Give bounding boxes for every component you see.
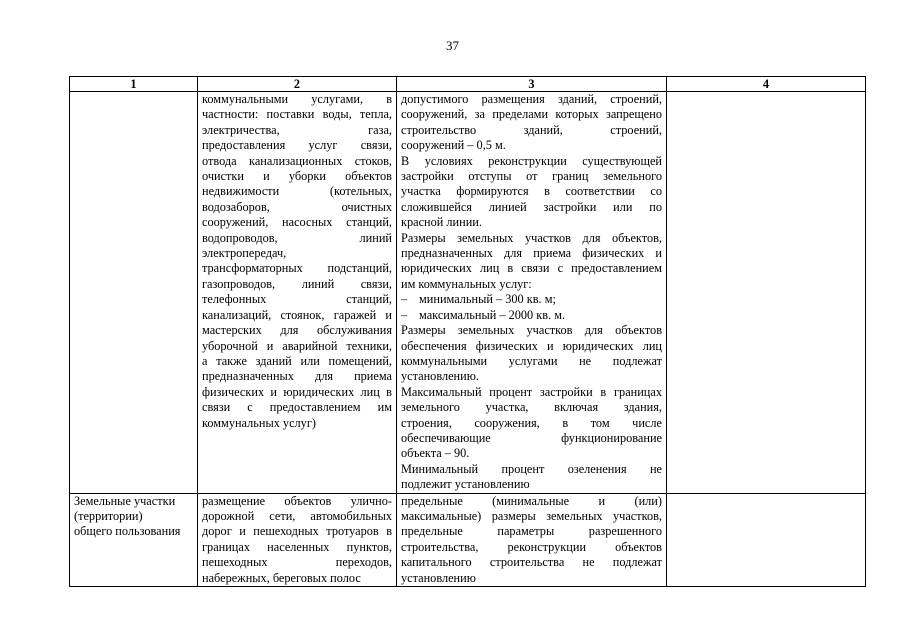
table-row — [70, 92, 866, 494]
text-line: телефонных станций, — [202, 292, 392, 307]
text-line: допустимого размещения зданий, строений, — [401, 92, 662, 106]
text-line: размещение объектов улично- — [202, 493, 392, 508]
text-line: газопроводов, линий связи, — [202, 276, 392, 291]
text-line: обеспечения физических и юридических лиц — [401, 338, 662, 353]
text-line: сложившейся линией застройки или по — [401, 199, 662, 214]
text-line: строительство зданий, строений, — [401, 122, 662, 137]
text-line: максимальные) размеры земельных участков, — [401, 508, 662, 523]
text-line: связи с предоставлением им — [202, 400, 392, 415]
text-line: объекта – 90. — [401, 446, 470, 461]
paragraph — [401, 154, 662, 231]
text-line: предельные (минимальные и (или) — [401, 493, 662, 508]
text-line: пешеходных переходов, — [202, 555, 392, 570]
text-line: уборочной и аварийной техники, — [202, 338, 392, 353]
paragraph — [401, 92, 662, 154]
text-line: канализаций, стоянок, гаражей и — [202, 307, 392, 322]
text-line: сооружений, за пределами которых запрещено — [401, 107, 662, 122]
row1-parameters-cell — [397, 92, 667, 494]
row1-zone-cell — [70, 92, 198, 494]
table-row — [70, 493, 866, 586]
text-line: физических и юридических лиц в — [202, 384, 392, 399]
paragraph — [401, 385, 662, 462]
dash-item-text: минимальный – 300 кв. м; — [419, 292, 556, 307]
dash-list-item — [401, 308, 662, 323]
text-line: мастерских для обслуживания — [202, 323, 392, 338]
text-line: дорожной сети, автомобильных — [202, 508, 392, 523]
text-line: частности: поставки воды, тепла, — [202, 107, 392, 122]
text-line: электричества, газа, — [202, 122, 392, 137]
text-line: а также зданий или помещений, — [202, 353, 392, 368]
text-line: им коммунальных услуг: — [401, 276, 532, 291]
text-line: установлению. — [401, 369, 479, 384]
row1-notes-cell — [667, 92, 866, 494]
text-line: недвижимости (котельных, — [202, 184, 392, 199]
paragraph — [401, 323, 662, 385]
text-line: общего пользования — [74, 524, 181, 539]
text-line: предельные параметры разрешенного — [401, 524, 662, 539]
table-header-row — [70, 77, 866, 92]
text-line: установлению — [401, 570, 476, 585]
text-line: дорог и пешеходных тротуаров в — [202, 524, 392, 539]
text-line: сооружений – 0,5 м. — [401, 138, 506, 153]
text-line: Минимальный процент озеленения не — [401, 461, 662, 476]
text-line: границах населенных пунктов, — [202, 539, 392, 554]
column-header-1: 1 — [70, 77, 198, 92]
text-line: строительства, реконструкции объектов — [401, 539, 662, 554]
text-line: обеспечивающие функционирование — [401, 430, 662, 445]
text-line: красной линии. — [401, 215, 482, 230]
text-line: капитального строительства не подлежат — [401, 555, 662, 570]
text-line: предназначенных для приема физических и — [401, 246, 662, 261]
text-line: сооружений, насосных станций, — [202, 215, 392, 230]
row2-notes-cell — [667, 493, 866, 586]
row2-parameters-cell — [397, 493, 667, 586]
dash-bullet: – — [401, 292, 408, 307]
dash-item-text: максимальный – 2000 кв. м. — [419, 307, 566, 322]
text-line: водозаборов, очистных — [202, 199, 392, 214]
dash-list-item — [401, 292, 662, 307]
text-line: очистки и уборки объектов — [202, 169, 392, 184]
column-header-4: 4 — [667, 77, 866, 92]
row1-permitted-use-cell — [198, 92, 397, 494]
paragraph — [401, 292, 662, 323]
column-header-2: 2 — [198, 77, 397, 92]
text-line: подлежит установлению — [401, 477, 530, 492]
text-line: юридических лиц в связи с предоставлением — [401, 261, 662, 276]
dash-bullet: – — [401, 307, 408, 322]
text-line: земельного участка, включая здания, — [401, 400, 662, 415]
text-line: коммунальными услугами не подлежат — [401, 353, 662, 368]
text-line: строения, сооружения, в том числе — [401, 415, 662, 430]
text-line: Земельные участки — [74, 493, 176, 508]
text-line: набережных, береговых полос — [202, 570, 361, 585]
row2-permitted-use-cell — [198, 493, 397, 586]
text-line: (территории) — [74, 508, 143, 523]
paragraph — [401, 231, 662, 293]
text-line: водопроводов, линий — [202, 230, 392, 245]
column-header-3: 3 — [397, 77, 667, 92]
page-number: 37 — [446, 38, 459, 53]
text-line: участка формируются в соответствии со — [401, 184, 662, 199]
text-line: В условиях реконструкции существующей — [401, 153, 662, 168]
text-line: коммунальными услугами, в — [202, 92, 392, 106]
text-line: предоставления услуг связи, — [202, 138, 392, 153]
text-line: предназначенных для приема — [202, 369, 392, 384]
text-line: Максимальный процент застройки в границах — [401, 384, 662, 399]
text-line: электропередач, — [202, 246, 287, 261]
text-line: коммунальных услуг) — [202, 415, 316, 430]
text-line: Размеры земельных участков для объектов — [401, 323, 662, 338]
text-line: застройки отступы от границ земельного — [401, 169, 662, 184]
regulation-table — [69, 76, 866, 587]
text-line: трансформаторных подстанций, — [202, 261, 392, 276]
paragraph — [401, 462, 662, 493]
text-line: Размеры земельных участков для объектов, — [401, 230, 662, 245]
text-line: отвода канализационных стоков, — [202, 153, 392, 168]
row2-zone-cell — [70, 493, 198, 586]
